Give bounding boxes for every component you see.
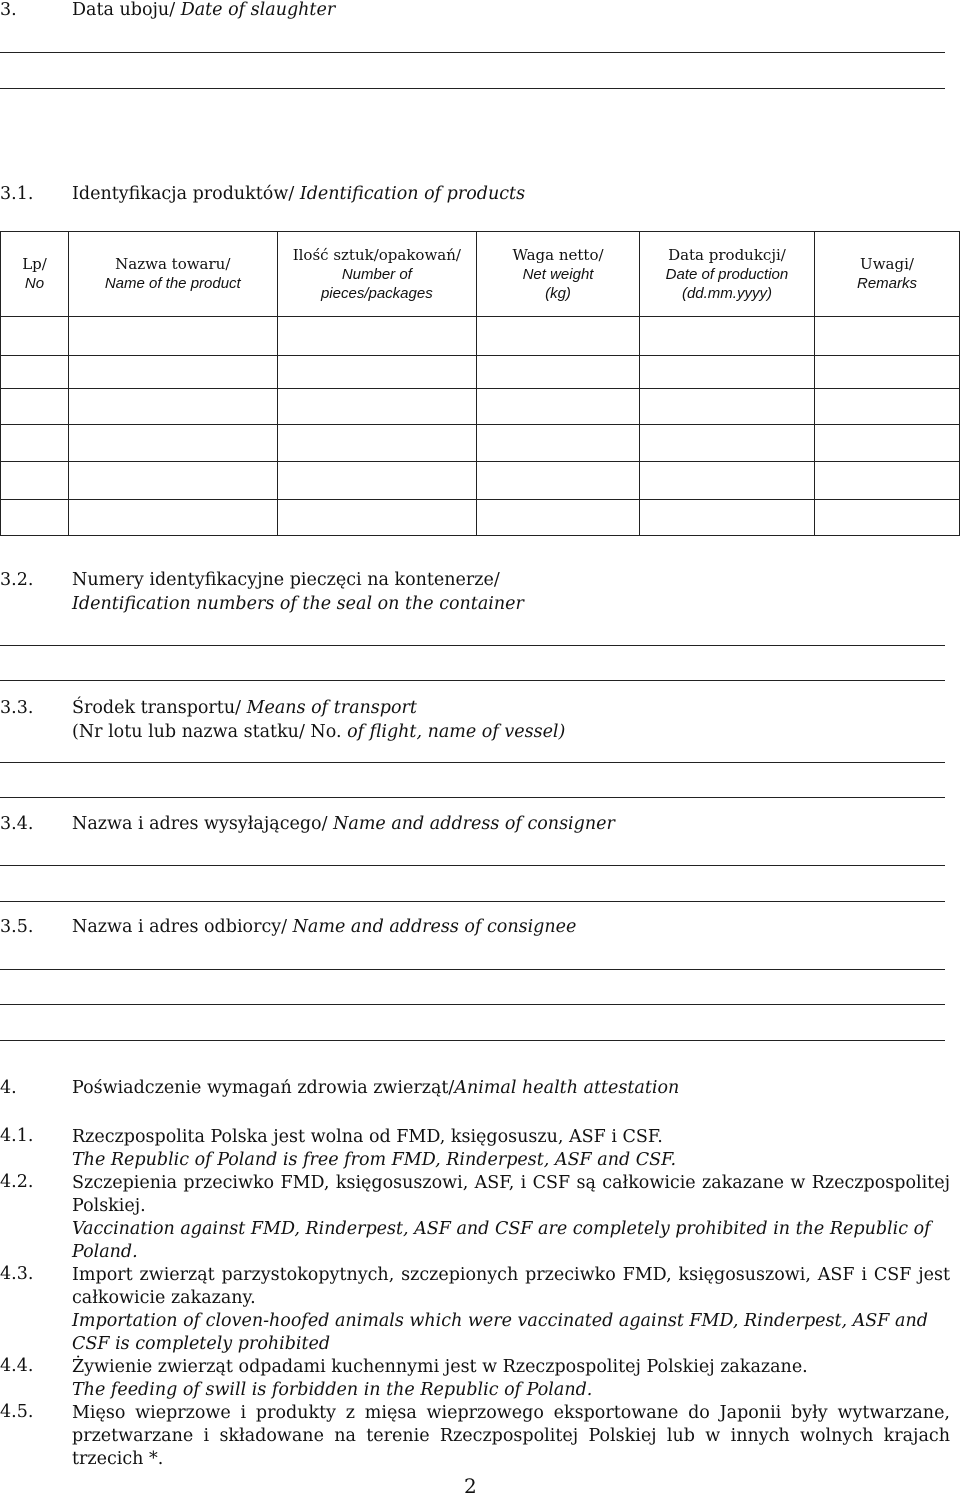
table-cell[interactable] bbox=[639, 425, 814, 462]
table-cell[interactable] bbox=[1, 500, 69, 536]
header-pieces bbox=[277, 232, 477, 317]
section-3-2-label-pl: Numery identyfikacyjne pieczęci na kontenerze/ bbox=[72, 570, 500, 590]
seal-numbers-line-2[interactable] bbox=[0, 680, 945, 681]
table-cell[interactable] bbox=[814, 389, 959, 425]
table-cell[interactable] bbox=[814, 356, 959, 389]
table-cell[interactable] bbox=[1, 462, 69, 500]
consignee-line-2[interactable] bbox=[0, 1004, 945, 1005]
table-cell[interactable] bbox=[639, 317, 814, 356]
section-4-label-pl: Poświadczenie wymagań zdrowia zwierząt/ bbox=[72, 1078, 455, 1098]
section-3-2-number: 3.2. bbox=[0, 570, 34, 590]
item-4-3-pl: Import zwierząt parzystokopytnych, szczepionych przeciwko FMD, księgosuszowi, ASF i CSF jest całkowicie zakazany. bbox=[72, 1265, 950, 1308]
section-4-title bbox=[72, 1078, 679, 1098]
item-4-3-number: 4.3. bbox=[0, 1264, 34, 1284]
section-3-1-title bbox=[72, 184, 525, 204]
item-4-1-en: The Republic of Poland is free from FMD, Rinderpest, ASF and CSF. bbox=[72, 1150, 677, 1170]
header-net-weight-pl: Waga netto/ bbox=[512, 245, 604, 264]
section-4-number: 4. bbox=[0, 1078, 17, 1098]
table-cell[interactable] bbox=[639, 462, 814, 500]
table-cell[interactable] bbox=[277, 462, 477, 500]
section-3-4-number: 3.4. bbox=[0, 814, 34, 834]
section-3-3-sub-en: of flight, name of vessel) bbox=[347, 722, 566, 742]
consignee-line-1[interactable] bbox=[0, 969, 945, 970]
table-cell[interactable] bbox=[277, 317, 477, 356]
header-product-name bbox=[69, 232, 278, 317]
section-3-4-label-en: Name and address of consigner bbox=[333, 814, 615, 834]
section-3-3-label-en: Means of transport bbox=[246, 698, 417, 718]
consigner-line-1[interactable] bbox=[0, 865, 945, 866]
section-3-1-number: 3.1. bbox=[0, 184, 34, 204]
section-3-3-label-pl: Środek transportu/ bbox=[72, 698, 242, 718]
item-4-1-pl: Rzeczpospolita Polska jest wolna od FMD, księgosuszu, ASF i CSF. bbox=[72, 1127, 663, 1147]
table-cell[interactable] bbox=[1, 317, 69, 356]
section-3-label-en: Date of slaughter bbox=[180, 0, 336, 20]
table-cell[interactable] bbox=[814, 425, 959, 462]
header-no-en: No bbox=[24, 275, 45, 292]
table-row bbox=[1, 389, 960, 425]
table-row bbox=[1, 462, 960, 500]
consigner-line-2[interactable] bbox=[0, 901, 945, 902]
item-4-1-number: 4.1. bbox=[0, 1126, 34, 1146]
header-product-name-en: Name of the product bbox=[104, 275, 241, 292]
table-cell[interactable] bbox=[277, 389, 477, 425]
table-cell[interactable] bbox=[69, 356, 278, 389]
section-3-5-label-en: Name and address of consignee bbox=[292, 917, 577, 937]
header-net-weight-unit: (kg) bbox=[545, 284, 571, 302]
section-3-number: 3. bbox=[0, 0, 17, 20]
header-remarks-pl: Uwagi/ bbox=[860, 255, 914, 273]
table-cell[interactable] bbox=[477, 462, 640, 500]
header-pieces-en: Number of bbox=[341, 265, 412, 283]
table-cell[interactable] bbox=[814, 462, 959, 500]
table-row bbox=[1, 356, 960, 389]
header-net-weight-en: Net weight bbox=[522, 265, 594, 283]
table-cell[interactable] bbox=[1, 425, 69, 462]
table-cell[interactable] bbox=[639, 389, 814, 425]
table-cell[interactable] bbox=[69, 462, 278, 500]
table-cell[interactable] bbox=[814, 500, 959, 536]
consignee-line-3[interactable] bbox=[0, 1040, 945, 1041]
table-cell[interactable] bbox=[1, 389, 69, 425]
table-cell[interactable] bbox=[477, 425, 640, 462]
item-4-2-number: 4.2. bbox=[0, 1172, 34, 1192]
table-cell[interactable] bbox=[477, 317, 640, 356]
item-4-5-pl: Mięso wieprzowe i produkty z mięsa wieprzowego eksportowane do Japonii były wytwarzane, przetwarzane i składowane na terenie Rzeczpospolitej Polskiej lub w innych wolnych krajach trzecich *. bbox=[72, 1403, 950, 1469]
item-4-4-pl: Żywienie zwierząt odpadami kuchennymi jest w Rzeczpospolitej Polskiej zakazane. bbox=[72, 1357, 808, 1377]
header-production-date-format: (dd.mm.yyyy) bbox=[681, 284, 772, 302]
header-production-date-en: Date of production bbox=[665, 265, 789, 283]
table-cell[interactable] bbox=[639, 356, 814, 389]
section-3-5-number: 3.5. bbox=[0, 917, 34, 937]
header-no-pl: Lp/ bbox=[22, 255, 47, 273]
section-3-5-title bbox=[72, 917, 576, 937]
section-3-3-subtitle bbox=[72, 722, 565, 742]
products-table bbox=[0, 231, 960, 536]
table-cell[interactable] bbox=[69, 389, 278, 425]
section-3-1-label-pl: Identyfikacja produktów/ bbox=[72, 184, 295, 204]
transport-line-2[interactable] bbox=[0, 797, 945, 798]
item-4-4-en: The feeding of swill is forbidden in the Republic of Poland. bbox=[72, 1380, 593, 1400]
section-3-label-pl: Data uboju/ bbox=[72, 0, 176, 20]
header-production-date-pl: Data produkcji/ bbox=[668, 245, 786, 264]
item-4-2-en: Vaccination against FMD, Rinderpest, ASF and CSF are completely prohibited in the Republic of Poland. bbox=[72, 1219, 931, 1262]
table-cell[interactable] bbox=[477, 389, 640, 425]
section-4-label-en: Animal health attestation bbox=[454, 1078, 680, 1098]
table-cell[interactable] bbox=[477, 356, 640, 389]
slaughter-date-line-2[interactable] bbox=[0, 88, 945, 89]
page-number: 2 bbox=[464, 1474, 477, 1498]
section-3-1-label-en: Identification of products bbox=[299, 184, 526, 204]
table-cell[interactable] bbox=[69, 500, 278, 536]
table-cell[interactable] bbox=[69, 317, 278, 356]
table-row bbox=[1, 317, 960, 356]
section-3-4-label-pl: Nazwa i adres wysyłającego/ bbox=[72, 814, 328, 834]
slaughter-date-line-1[interactable] bbox=[0, 52, 945, 53]
section-3-4-title bbox=[72, 814, 615, 834]
table-cell[interactable] bbox=[477, 500, 640, 536]
table-cell[interactable] bbox=[277, 500, 477, 536]
section-3-2-label-en: Identification numbers of the seal on the container bbox=[72, 594, 524, 614]
products-table-header-row bbox=[1, 232, 960, 317]
section-3-3-number: 3.3. bbox=[0, 698, 34, 718]
table-cell[interactable] bbox=[1, 356, 69, 389]
section-3-5-label-pl: Nazwa i adres odbiorcy/ bbox=[72, 917, 288, 937]
seal-numbers-line-1[interactable] bbox=[0, 645, 945, 646]
header-pieces-pl: Ilość sztuk/opakowań/ bbox=[292, 245, 461, 264]
header-pieces-en-2: pieces/packages bbox=[320, 284, 433, 302]
header-product-name-pl: Nazwa towaru/ bbox=[115, 255, 231, 273]
header-remarks-en: Remarks bbox=[856, 275, 917, 292]
table-row bbox=[1, 425, 960, 462]
header-no bbox=[1, 232, 69, 317]
header-net-weight bbox=[477, 232, 640, 317]
item-4-4-number: 4.4. bbox=[0, 1356, 34, 1376]
item-4-5-number: 4.5. bbox=[0, 1402, 34, 1422]
item-4-3-en: Importation of cloven-hoofed animals which were vaccinated against FMD, Rinderpest, ASF and CSF is completely prohibited bbox=[72, 1311, 928, 1354]
section-3-title bbox=[72, 0, 335, 20]
section-3-3-title bbox=[72, 698, 417, 718]
table-cell[interactable] bbox=[69, 425, 278, 462]
table-row bbox=[1, 500, 960, 536]
header-remarks bbox=[814, 232, 959, 317]
table-cell[interactable] bbox=[277, 356, 477, 389]
table-cell[interactable] bbox=[814, 317, 959, 356]
section-3-3-sub-pl: (Nr lotu lub nazwa statku/ No. bbox=[72, 722, 342, 742]
table-cell[interactable] bbox=[277, 425, 477, 462]
table-cell[interactable] bbox=[639, 500, 814, 536]
header-production-date bbox=[639, 232, 814, 317]
transport-line-1[interactable] bbox=[0, 762, 945, 763]
item-4-2-pl: Szczepienia przeciwko FMD, księgosuszowi, ASF, i CSF są całkowicie zakazane w Rzeczpospolitej Polskiej. bbox=[72, 1173, 950, 1216]
